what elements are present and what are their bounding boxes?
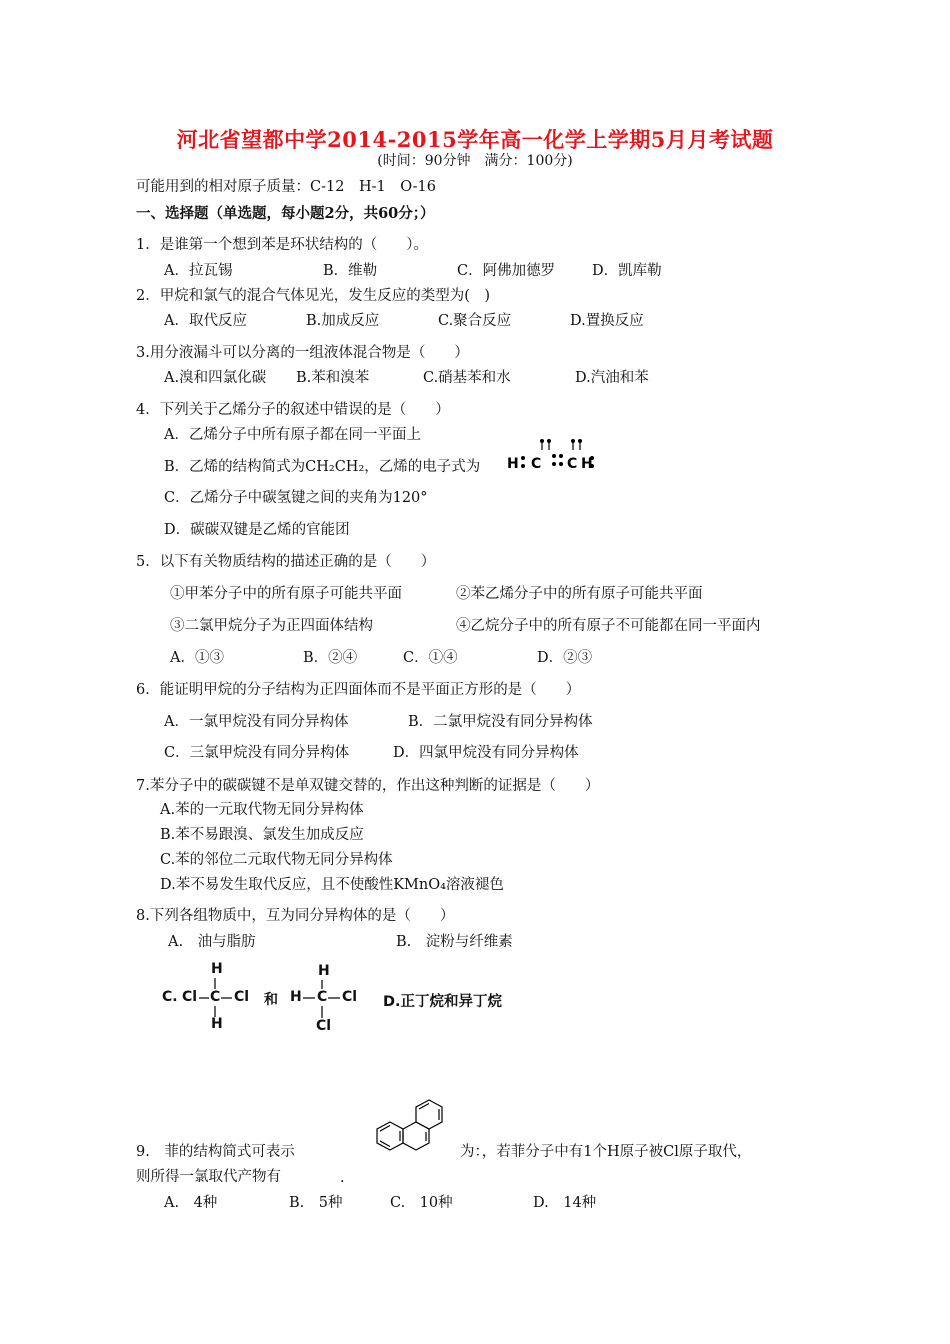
dot-formula-c-left: C [531,456,542,472]
exam-info: (时间：90分钟 满分：100分) [377,153,573,169]
q7-option-b: B.苯不易跟溴、氯发生加成反应 [160,827,364,843]
ring-left [377,1122,403,1150]
atomic-mass-note: 可能用到的相对原子质量：C-12 H-1 O-16 [136,179,436,195]
q6-option-d: D．四氯甲烷没有同分异构体 [393,745,579,761]
q5-stem: 5．以下有关物质结构的描述正确的是（ ） [136,554,436,570]
q1-stem: 1．是谁第一个想到苯是环状结构的（ ）。 [136,237,428,253]
q2-option-d: D.置换反应 [570,313,644,329]
page-title: 河北省望都中学2014-2015学年高一化学上学期5月月考试题 [176,127,774,152]
q6-stem: 6．能证明甲烷的分子结构为正四面体而不是平面正方形的是（ ） [136,682,581,698]
phenanthrene-structure [355,1085,447,1160]
q9-option-d: D. 14种 [533,1195,597,1211]
q3-option-c: C.硝基苯和水 [423,370,511,386]
q8-c-cl-left: Cl [182,989,198,1005]
q8-c-h-top: H [211,961,223,977]
q3-option-b: B.苯和溴苯 [296,370,370,386]
q3-options [0,366,950,386]
dot-formula-c-right: C [567,456,578,472]
q8-c2-cl-bottom: Cl [316,1018,332,1034]
q5-statement-1: ①甲苯分子中的所有原子可能共平面 [170,586,402,602]
q6-option-a: A．一氯甲烷没有同分异构体 [164,714,349,730]
q5-statement-3: ③二氯甲烷分子为正四面体结构 [170,618,373,634]
ring-middle [403,1122,429,1150]
q4-option-a: A．乙烯分子中所有原子都在同一平面上 [164,427,421,443]
q8-c-label: C. [162,989,178,1005]
q1-options [0,259,950,279]
q2-options [0,309,950,329]
q9-stem-part3: 则所得一氯取代产物有 [136,1169,281,1185]
q5-statement-2: ②苯乙烯分子中的所有原子可能共平面 [456,586,703,602]
ethylene-electron-formula [505,436,600,476]
q6-option-b: B．二氯甲烷没有同分异构体 [408,714,593,730]
q8-option-b: B. 淀粉与纤维素 [396,934,513,950]
q8-c-carbon-1: C [210,989,221,1005]
q8-c-and: 和 [264,992,278,1008]
q7-option-a: A.苯的一元取代物无同分异构体 [160,802,364,818]
q3-option-d: D.汽油和苯 [575,370,649,386]
q8-option-d: D.正丁烷和异丁烷 [383,994,503,1010]
q8-c-carbon-2: C [317,989,328,1005]
q5-option-c: C．①④ [403,650,458,666]
q1-option-c: C．阿佛加德罗 [457,263,556,279]
q3-option-a: A.溴和四氯化碳 [164,370,267,386]
q7-option-d: D.苯不易发生取代反应，且不使酸性KMnO₄溶液褪色 [160,877,504,893]
q8-c-cl-right: Cl [234,989,250,1005]
dot-formula-h-left: H [507,456,519,472]
q1-option-b: B．维勒 [323,263,378,279]
dot-formula-h-right: H [581,456,593,472]
q5-option-b: B．②④ [303,650,358,666]
q7-stem: 7.苯分子中的碳碳键不是单双键交替的，作出这种判断的证据是（ ） [136,778,600,794]
q8-c2-h-top: H [318,963,330,979]
h-bond-ticks [542,443,580,450]
q2-option-a: A．取代反应 [164,313,247,329]
q8-c-bonds [162,961,382,1036]
q4-stem: 4．下列关于乙烯分子的叙述中错误的是（ ） [136,402,450,418]
q5-statement-4: ④乙烷分子中的所有原子不可能都在同一平面内 [456,618,761,634]
section-heading: 一、选择题（单选题，每小题2分，共60分；） [136,205,435,222]
q9-option-c: C. 10种 [390,1195,453,1211]
q9-stem-part2: 为：，若菲分子中有1个H原子被Cl原子取代， [460,1144,752,1160]
q8-c2-cl-right: Cl [342,989,358,1005]
q7-option-c: C.苯的邻位二元取代物无同分异构体 [160,852,393,868]
q5-option-a: A．①③ [170,650,224,666]
q8-c-h-bottom: H [211,1016,223,1032]
q6-options-row2 [0,741,950,761]
q4-option-d: D．碳碳双键是乙烯的官能团 [164,522,350,538]
q9-options [0,1191,950,1211]
q9-stem-part1: 9. 菲的结构简式可表示 [136,1144,295,1160]
q9-option-b: B. 5种 [289,1195,343,1211]
q9-dot: . [340,1170,345,1186]
q3-stem: 3.用分液漏斗可以分离的一组液体混合物是（ ） [136,345,469,361]
q8-option-a: A. 油与脂肪 [168,934,256,950]
q4-option-c: C．乙烯分子中碳氢键之间的夹角为120° [164,490,428,506]
q2-stem: 2．甲烷和氯气的混合气体见光，发生反应的类型为( ) [136,288,491,304]
q6-option-c: C．三氯甲烷没有同分异构体 [164,745,350,761]
q2-option-b: B.加成反应 [306,313,380,329]
q1-option-d: D．凯库勒 [592,263,662,279]
q6-options-row1 [0,710,950,730]
q8-stem: 8.下列各组物质中，互为同分异构体的是（ ） [136,908,455,924]
q9-option-a: A. 4种 [164,1195,218,1211]
ring-top [416,1100,442,1129]
q8-c2-h-left: H [290,989,302,1005]
q2-option-c: C.聚合反应 [438,313,512,329]
q5-options [0,646,950,666]
q4-option-b: B．乙烯的结构简式为CH₂CH₂，乙烯的电子式为 [164,459,481,475]
q5-option-d: D．②③ [537,650,593,666]
q1-option-a: A．拉瓦锡 [164,263,233,279]
